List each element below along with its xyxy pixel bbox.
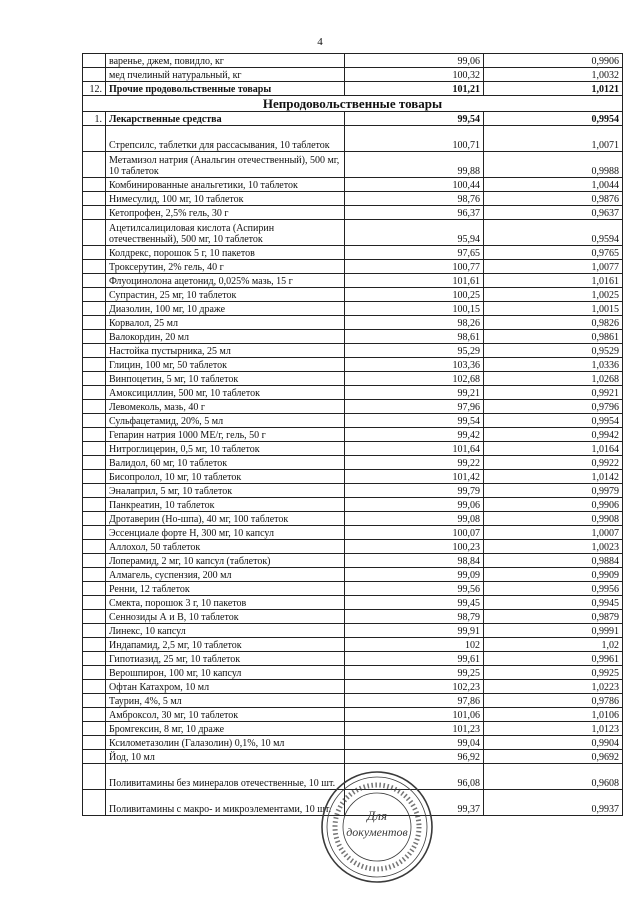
index-percent: 96,92: [345, 750, 484, 764]
index-coefficient: 0,9942: [484, 428, 623, 442]
index-percent: 101,21: [345, 82, 484, 96]
row-number: [83, 582, 106, 596]
row-number: [83, 442, 106, 456]
index-coefficient: 0,9826: [484, 316, 623, 330]
section-title: Непродовольственные товары: [83, 96, 623, 112]
item-name: Стрепсилс, таблетки для рассасывания, 10 таблеток: [106, 126, 345, 152]
index-coefficient: 0,9991: [484, 624, 623, 638]
row-number: [83, 512, 106, 526]
index-percent: 97,86: [345, 694, 484, 708]
item-name: Кетопрофен, 2,5% гель, 30 г: [106, 206, 345, 220]
item-name: Поливитамины без минералов отечественные, 10 шт.: [106, 764, 345, 790]
row-number: [83, 498, 106, 512]
index-percent: 99,25: [345, 666, 484, 680]
row-number: [83, 694, 106, 708]
item-name: Панкреатин, 10 таблеток: [106, 498, 345, 512]
index-percent: 99,22: [345, 456, 484, 470]
index-coefficient: 0,9945: [484, 596, 623, 610]
row-number: [83, 246, 106, 260]
table-row: [83, 274, 623, 288]
row-number: 1.: [83, 112, 106, 126]
item-name: Сеннозиды А и В, 10 таблеток: [106, 610, 345, 624]
row-number: [83, 178, 106, 192]
index-percent: 103,36: [345, 358, 484, 372]
index-coefficient: 0,9796: [484, 400, 623, 414]
index-coefficient: 0,9861: [484, 330, 623, 344]
item-name: Эналаприл, 5 мг, 10 таблеток: [106, 484, 345, 498]
index-coefficient: 1,0142: [484, 470, 623, 484]
index-coefficient: 0,9961: [484, 652, 623, 666]
index-percent: 96,08: [345, 764, 484, 790]
table-row: [83, 456, 623, 470]
index-coefficient: 1,0223: [484, 680, 623, 694]
index-percent: 101,64: [345, 442, 484, 456]
row-number: [83, 358, 106, 372]
index-coefficient: 1,0164: [484, 442, 623, 456]
row-number: [83, 666, 106, 680]
row-number: [83, 526, 106, 540]
item-name: Метамизол натрия (Анальгин отечественный), 500 мг, 10 таблеток: [106, 152, 345, 178]
index-percent: 100,71: [345, 126, 484, 152]
index-percent: 99,04: [345, 736, 484, 750]
row-number: [83, 484, 106, 498]
table-row: [83, 330, 623, 344]
item-name: Амоксициллин, 500 мг, 10 таблеток: [106, 386, 345, 400]
item-name: Дротаверин (Но-шпа), 40 мг, 100 таблеток: [106, 512, 345, 526]
index-percent: 101,42: [345, 470, 484, 484]
table-row: [83, 192, 623, 206]
row-number: [83, 68, 106, 82]
index-coefficient: 0,9922: [484, 456, 623, 470]
item-name: Гепарин натрия 1000 МЕ/г, гель, 50 г: [106, 428, 345, 442]
item-name: Супрастин, 25 мг, 10 таблеток: [106, 288, 345, 302]
index-percent: 95,29: [345, 344, 484, 358]
item-name: Йод, 10 мл: [106, 750, 345, 764]
index-coefficient: 1,02: [484, 638, 623, 652]
item-name: мед пчелиный натуральный, кг: [106, 68, 345, 82]
table-row: [83, 178, 623, 192]
index-percent: 96,37: [345, 206, 484, 220]
row-number: [83, 220, 106, 246]
page-number: 4: [317, 36, 323, 48]
index-coefficient: 1,0121: [484, 82, 623, 96]
index-coefficient: 0,9988: [484, 152, 623, 178]
index-percent: 101,23: [345, 722, 484, 736]
row-number: [83, 554, 106, 568]
item-name: Настойка пустырника, 25 мл: [106, 344, 345, 358]
item-name: Флуоцинолона ацетонид, 0,025% мазь, 15 г: [106, 274, 345, 288]
row-number: [83, 736, 106, 750]
item-name: Колдрекс, порошок 5 г, 10 пакетов: [106, 246, 345, 260]
item-name: Комбинированные анальгетики, 10 таблеток: [106, 178, 345, 192]
row-number: [83, 596, 106, 610]
row-number: [83, 152, 106, 178]
item-name: Ренни, 12 таблеток: [106, 582, 345, 596]
index-percent: 99,21: [345, 386, 484, 400]
row-number: [83, 330, 106, 344]
item-name: Прочие продовольственные товары: [106, 82, 345, 96]
table-row: [83, 400, 623, 414]
index-percent: 99,54: [345, 414, 484, 428]
item-name: Алмагель, суспензия, 200 мл: [106, 568, 345, 582]
table-row: [83, 708, 623, 722]
row-number: [83, 288, 106, 302]
item-name: Винпоцетин, 5 мг, 10 таблеток: [106, 372, 345, 386]
index-percent: 99,56: [345, 582, 484, 596]
row-number: [83, 708, 106, 722]
item-name: Линекс, 10 капсул: [106, 624, 345, 638]
index-percent: 100,25: [345, 288, 484, 302]
index-coefficient: 0,9979: [484, 484, 623, 498]
item-name: Верошпирон, 100 мг, 10 капсул: [106, 666, 345, 680]
row-number: [83, 316, 106, 330]
table-row: [83, 582, 623, 596]
row-number: [83, 790, 106, 816]
table-row: [83, 680, 623, 694]
table-row: [83, 68, 623, 82]
item-name: Нимесулид, 100 мг, 10 таблеток: [106, 192, 345, 206]
row-number: [83, 428, 106, 442]
index-percent: 100,77: [345, 260, 484, 274]
table-row: [83, 206, 623, 220]
index-percent: 101,61: [345, 274, 484, 288]
table-row: [83, 750, 623, 764]
table-row: [83, 316, 623, 330]
table-row: [83, 82, 623, 96]
table-row: [83, 610, 623, 624]
table-row: [83, 220, 623, 246]
index-coefficient: 1,0023: [484, 540, 623, 554]
item-name: Бисопролол, 10 мг, 10 таблеток: [106, 470, 345, 484]
index-coefficient: 1,0336: [484, 358, 623, 372]
row-number: [83, 260, 106, 274]
index-percent: 99,88: [345, 152, 484, 178]
row-number: [83, 610, 106, 624]
table-row: [83, 484, 623, 498]
index-percent: 99,09: [345, 568, 484, 582]
index-percent: 100,44: [345, 178, 484, 192]
table-row: [83, 442, 623, 456]
index-coefficient: 1,0268: [484, 372, 623, 386]
row-number: [83, 638, 106, 652]
item-name: Ацетилсалициловая кислота (Аспирин отечественный), 500 мг, 10 таблеток: [106, 220, 345, 246]
table-row: [83, 470, 623, 484]
table-row: [83, 722, 623, 736]
index-coefficient: 1,0106: [484, 708, 623, 722]
index-coefficient: 1,0077: [484, 260, 623, 274]
index-percent: 99,61: [345, 652, 484, 666]
item-name: Валокордин, 20 мл: [106, 330, 345, 344]
table-row: [83, 596, 623, 610]
index-percent: 98,61: [345, 330, 484, 344]
row-number: [83, 764, 106, 790]
item-name: варенье, джем, повидло, кг: [106, 54, 345, 68]
section-header-row: [83, 96, 623, 112]
index-coefficient: 0,9692: [484, 750, 623, 764]
index-coefficient: 0,9884: [484, 554, 623, 568]
index-coefficient: 0,9937: [484, 790, 623, 816]
index-percent: 99,42: [345, 428, 484, 442]
item-name: Нитроглицерин, 0,5 мг, 10 таблеток: [106, 442, 345, 456]
index-coefficient: 0,9921: [484, 386, 623, 400]
index-coefficient: 0,9879: [484, 610, 623, 624]
item-name: Бромгексин, 8 мг, 10 драже: [106, 722, 345, 736]
index-percent: 99,79: [345, 484, 484, 498]
index-percent: 102: [345, 638, 484, 652]
index-coefficient: 1,0123: [484, 722, 623, 736]
index-coefficient: 0,9608: [484, 764, 623, 790]
row-number: [83, 192, 106, 206]
table-row: [83, 288, 623, 302]
index-percent: 97,65: [345, 246, 484, 260]
index-coefficient: 1,0032: [484, 68, 623, 82]
index-coefficient: 0,9876: [484, 192, 623, 206]
table-row: [83, 372, 623, 386]
index-coefficient: 0,9594: [484, 220, 623, 246]
table-row: [83, 568, 623, 582]
row-number: [83, 274, 106, 288]
table-row: [83, 54, 623, 68]
row-number: [83, 568, 106, 582]
index-percent: 98,26: [345, 316, 484, 330]
table-row: [83, 736, 623, 750]
item-name: Левомеколь, мазь, 40 г: [106, 400, 345, 414]
row-number: [83, 372, 106, 386]
index-percent: 99,06: [345, 498, 484, 512]
table-row: [83, 126, 623, 152]
table-row: [83, 344, 623, 358]
row-number: [83, 414, 106, 428]
index-coefficient: 1,0015: [484, 302, 623, 316]
row-number: [83, 540, 106, 554]
index-coefficient: 0,9908: [484, 512, 623, 526]
index-percent: 101,06: [345, 708, 484, 722]
row-number: [83, 680, 106, 694]
index-percent: 95,94: [345, 220, 484, 246]
index-coefficient: 0,9956: [484, 582, 623, 596]
index-percent: 100,07: [345, 526, 484, 540]
index-coefficient: 0,9954: [484, 414, 623, 428]
row-number: [83, 456, 106, 470]
item-name: Сульфацетамид, 20%, 5 мл: [106, 414, 345, 428]
item-name: Троксерутин, 2% гель, 40 г: [106, 260, 345, 274]
item-name: Эссенциале форте Н, 300 мг, 10 капсул: [106, 526, 345, 540]
row-number: [83, 344, 106, 358]
item-name: Поливитамины с макро- и микроэлементами, 10 шт.: [106, 790, 345, 816]
index-percent: 100,32: [345, 68, 484, 82]
table-row: [83, 260, 623, 274]
table-row: [83, 302, 623, 316]
row-number: [83, 302, 106, 316]
item-name: Офтан Катахром, 10 мл: [106, 680, 345, 694]
item-name: Ксилометазолин (Галазолин) 0,1%, 10 мл: [106, 736, 345, 750]
index-coefficient: 1,0161: [484, 274, 623, 288]
item-name: Лекарственные средства: [106, 112, 345, 126]
item-name: Амброксол, 30 мг, 10 таблеток: [106, 708, 345, 722]
item-name: Диазолин, 100 мг, 10 драже: [106, 302, 345, 316]
table-row: [83, 652, 623, 666]
item-name: Индапамид, 2,5 мг, 10 таблеток: [106, 638, 345, 652]
index-coefficient: 1,0071: [484, 126, 623, 152]
row-number: [83, 206, 106, 220]
index-coefficient: 0,9765: [484, 246, 623, 260]
index-coefficient: 0,9909: [484, 568, 623, 582]
table-row: [83, 414, 623, 428]
index-percent: 102,68: [345, 372, 484, 386]
index-coefficient: 0,9637: [484, 206, 623, 220]
index-coefficient: 1,0025: [484, 288, 623, 302]
index-coefficient: 1,0044: [484, 178, 623, 192]
row-number: [83, 470, 106, 484]
table-row: [83, 694, 623, 708]
table-row: [83, 540, 623, 554]
row-number: [83, 722, 106, 736]
item-name: Таурин, 4%, 5 мл: [106, 694, 345, 708]
item-name: Лоперамид, 2 мг, 10 капсул (таблеток): [106, 554, 345, 568]
index-percent: 99,37: [345, 790, 484, 816]
index-percent: 99,06: [345, 54, 484, 68]
index-coefficient: 0,9906: [484, 498, 623, 512]
item-name: Корвалол, 25 мл: [106, 316, 345, 330]
row-number: [83, 386, 106, 400]
index-coefficient: 1,0007: [484, 526, 623, 540]
index-percent: 98,79: [345, 610, 484, 624]
row-number: [83, 624, 106, 638]
table-row: [83, 624, 623, 638]
index-coefficient: 0,9529: [484, 344, 623, 358]
price-index-table: [82, 53, 623, 816]
table-row: [83, 152, 623, 178]
item-name: Гипотиазид, 25 мг, 10 таблеток: [106, 652, 345, 666]
table-row: [83, 526, 623, 540]
row-number: 12.: [83, 82, 106, 96]
index-percent: 99,91: [345, 624, 484, 638]
row-number: [83, 750, 106, 764]
table-row: [83, 386, 623, 400]
row-number: [83, 54, 106, 68]
row-number: [83, 652, 106, 666]
table-row: [83, 498, 623, 512]
table-row: [83, 246, 623, 260]
index-coefficient: 0,9954: [484, 112, 623, 126]
index-coefficient: 0,9786: [484, 694, 623, 708]
index-coefficient: 0,9904: [484, 736, 623, 750]
index-percent: 100,23: [345, 540, 484, 554]
index-percent: 102,23: [345, 680, 484, 694]
index-coefficient: 0,9925: [484, 666, 623, 680]
row-number: [83, 126, 106, 152]
table-row: [83, 638, 623, 652]
index-percent: 99,45: [345, 596, 484, 610]
table-row: [83, 554, 623, 568]
table-row: [83, 112, 623, 126]
table-row: [83, 358, 623, 372]
row-number: [83, 400, 106, 414]
item-name: Глицин, 100 мг, 50 таблеток: [106, 358, 345, 372]
item-name: Аллохол, 50 таблеток: [106, 540, 345, 554]
item-name: Валидол, 60 мг, 10 таблеток: [106, 456, 345, 470]
index-percent: 100,15: [345, 302, 484, 316]
index-percent: 97,96: [345, 400, 484, 414]
table-row: [83, 512, 623, 526]
index-percent: 99,08: [345, 512, 484, 526]
index-percent: 98,76: [345, 192, 484, 206]
index-percent: 99,54: [345, 112, 484, 126]
index-percent: 98,84: [345, 554, 484, 568]
stamp-text-line1: Для: [367, 808, 387, 823]
item-name: Смекта, порошок 3 г, 10 пакетов: [106, 596, 345, 610]
index-coefficient: 0,9906: [484, 54, 623, 68]
stamp: [320, 770, 434, 884]
table-row: [83, 666, 623, 680]
table-row: [83, 428, 623, 442]
stamp-text-line2: документов: [346, 825, 408, 839]
